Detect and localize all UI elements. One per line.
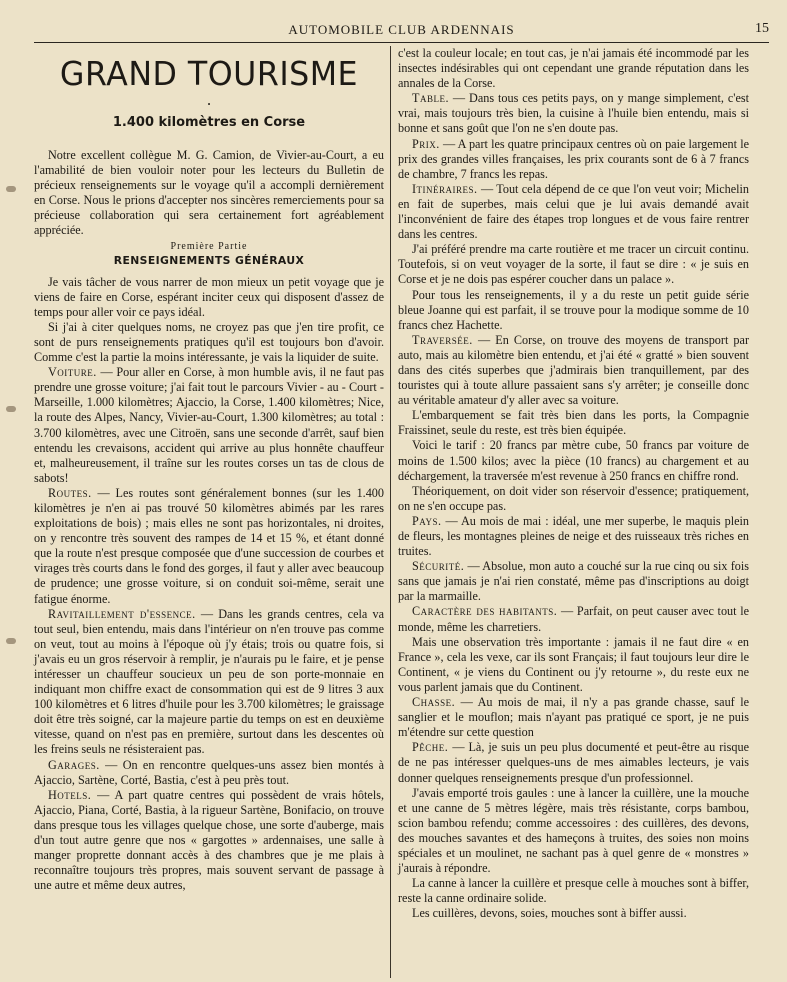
left-column	[34, 46, 384, 893]
paragraph-text: — Parfait, on peut causer avec tout le monde, même les charretiers.	[398, 604, 750, 634]
paragraph-text: — Au mois de mai, il n'y a pas grande chasse, sauf le sanglier et le mouflon; mais n'ayant pas pratiqué ce sport, je ne puis m'étendre sur cette question	[398, 695, 749, 740]
paragraph-text: — Là, je suis un peu plus documenté et peut-être au risque de ne pas intéresser quelques-uns de mes aimables lecteurs, je vais donner quelques renseignements presque d'un professionnel.	[398, 740, 749, 785]
right-column	[398, 46, 749, 921]
paragraph-text: J'avais emporté trois gaules : une à lancer la cuillère, une la mouche et une canne de 5 mètres légère, mais très résistante, corps bambou, scion bambou refendu; comme accessoires : des cuillères, des devons, des mouches savantes et des hameçons à truites, des soies non moins spéciales et un moulinet, ne sachant pas à quel genre de « monstres » j'aurais à répondre.	[398, 785, 749, 876]
paragraph-text: Je vais tâcher de vous narrer de mon mieux un petit voyage que je viens de faire en Corse, espérant inciter ceux qui disposent d'assez de temps pour aller voir ce pays idéal.	[34, 274, 384, 319]
body-paragraph	[398, 484, 749, 514]
paragraph-keyword: Ravitaillement d'essence.	[48, 606, 196, 621]
column-divider	[390, 46, 391, 978]
paragraph-keyword: Itinéraires.	[412, 181, 478, 196]
body-paragraph	[398, 91, 749, 136]
body-paragraph	[398, 182, 749, 242]
paragraph-keyword: Pays.	[412, 513, 442, 528]
paragraph-text: Si j'ai à citer quelques noms, ne croyez pas que j'en tire profit, ce sont de purs renseignements pratiques qu'il est toujours bon d'avoir. Comme c'est la partie la moins intéressante, je vais la liquider de suite.	[34, 319, 384, 365]
paragraph-keyword: Voiture.	[48, 365, 97, 380]
paragraph-text: — A part quatre centres qui possèdent de vrais hôtels, Ajaccio, Piana, Corté, Bastia, à la rigueur Sartène, Bonifacio, on trouve dans presque tous les villages quelque chose, une sorte d'auberge, mais d'un tout autre genre que nos « gargottes » ardennaises, une salle à manger proprette donnant accès à des chambres que je me plais à reconnaître toujours très propres, mais souvent servant de passage à une autre et même deux autres,	[34, 787, 384, 893]
left-column-body	[34, 275, 384, 894]
body-paragraph	[34, 486, 384, 607]
paragraph-text: — A part les quatre principaux centres où on paie largement le prix des grandes villes françaises, les prix courants sont de 6 à 7 francs de chambre, 7 francs les repas.	[398, 136, 749, 181]
paragraph-keyword: Sécurité.	[412, 559, 465, 574]
paragraph-text: La canne à lancer la cuillère et presque celle à mouches sont à biffer, reste la canne ordinaire solide.	[398, 876, 749, 906]
body-paragraph	[398, 438, 749, 483]
body-paragraph	[398, 408, 749, 438]
paragraph-text: Pour tous les renseignements, il y a du reste un petit guide série bleue Joanne qui est parfait, il se trouve pour la modique somme de 10 francs chez Hachette.	[398, 287, 749, 332]
paragraph-text: L'embarquement se fait très bien dans les ports, la Compagnie Fraissinet, seule du reste, est très bien équipée.	[398, 408, 749, 438]
article-title: GRAND TOURISME	[59, 54, 359, 93]
paragraph-keyword: Prix.	[412, 136, 440, 151]
body-paragraph	[34, 607, 384, 758]
section-heading: RENSEIGNEMENTS GÉNÉRAUX	[113, 253, 305, 267]
body-paragraph	[398, 333, 749, 408]
paragraph-text: Théoriquement, on doit vider son réservoir d'essence; pratiquement, on ne s'en occupe pas.	[398, 483, 749, 513]
paragraph-text: — Les routes sont généralement bonnes (sur les 1.400 kilomètres je n'en ai pas trouvé 50 kilomètres abimés par les rares exploitations de bois) ; mais elles ne sont pas horizontales, ni droites, on y rencontre très souvent des rampes de 14 et 15 %, et étant donné que la route n'est presque composée que d'une succession de courbes et virages très courts dans le fond des gorges, il faut y aller avec beaucoup de prudence; une grosse voiture, si on conduit soi-même, serait une fatigue énorme.	[34, 485, 384, 606]
body-paragraph	[34, 275, 384, 320]
body-paragraph	[398, 695, 749, 740]
paragraph-text: — Dans les grands centres, cela va tout seul, bien entendu, mais dans l'intérieur on n'en trouve pas comme on veut, tout au moins à l'époque où j'y étais; trois ou quatre fois, si j'avais eu un gros réservoir à remplir, je n'aurais pu le faire, et je pense intéresser un chauffeur soucieux un peu de son porte-monnaie en indiquant mon chiffre exact de consommation qui est de 9 litres 3 aux 100 kilomètres et 6 litres d'huile pour les 3.700 kilomètres; le graissage doit être très soigné, car la majeure partie du temps on est en deuxième vitesse, quand on n'est pas en première, surtout dans les descentes où les freins seuls ne résisteraient pas.	[34, 606, 384, 757]
body-paragraph	[34, 320, 384, 365]
body-paragraph	[398, 137, 749, 182]
right-column-body	[398, 46, 749, 921]
running-header	[34, 20, 769, 43]
body-paragraph	[398, 559, 749, 604]
intro-paragraph: Notre excellent collègue M. G. Camion, de Vivier-au-Court, a eu l'amabilité de bien vouloir noter pour les lecteurs du Bulletin de précieux renseignements sur le voyage qu'il a accompli dernièrement en Corse. Nous le prions d'accepter nos sincères remerciements pour sa précieuse collaboration qui sera certainement fort agréablement appréciée.	[34, 148, 384, 238]
body-paragraph	[398, 288, 749, 333]
paragraph-keyword: Chasse.	[412, 695, 456, 710]
paragraph-keyword: Caractère des habitants.	[412, 604, 558, 619]
paragraph-text: Mais une observation très importante : jamais il ne faut dire « en France », cela les vexe, car ils sont Français; il faut toujours leur dire le Continent, « je viens du Continent ou j'y retourne », du reste eux ne vous parlent jamais que du Continent.	[398, 634, 749, 694]
body-paragraph	[398, 635, 749, 695]
body-paragraph	[398, 514, 749, 559]
paragraph-keyword: Routes.	[48, 485, 92, 500]
title-ornament: •	[207, 100, 211, 109]
paragraph-text: — Dans tous ces petits pays, on y mange simplement, c'est vrai, mais toujours très bien, la cuisine à l'huile bien entendu, mais si bonne et sans goût que l'on ne s'en doute pas.	[398, 91, 749, 136]
body-paragraph	[34, 788, 384, 894]
paragraph-text: Les cuillères, devons, soies, mouches sont à biffer aussi.	[412, 906, 687, 921]
body-paragraph	[398, 786, 749, 877]
paragraph-text: J'ai préféré prendre ma carte routière et me tracer un circuit continu. Toutefois, si on veut voyager de la sorte, il faut se dire : « je suis en Corse et je ne dois pas espérer coucher dans un palace ».	[398, 242, 749, 287]
paragraph-text: — En Corse, on trouve des moyens de transport par auto, mais au kilomètre bien entendu, et j'ai été « gratté » bien souvent dans des cités superbes que j'admirais bien tranquillement, par des touristes qui à toute allure passaient sans s'y arrêter; je conseille donc au véritable amateur d'y aller avec sa voiture.	[398, 332, 749, 408]
body-paragraph	[398, 604, 749, 634]
paragraph-keyword: Hotels.	[48, 787, 92, 802]
body-paragraph	[34, 365, 384, 486]
paragraph-keyword: Garages.	[48, 757, 100, 772]
paragraph-text: — Au mois de mai : idéal, une mer superbe, le maquis plein de fleurs, les montagnes pleines de neige et des ruisseaux très riches en truites.	[398, 513, 749, 559]
body-paragraph	[398, 46, 749, 91]
body-paragraph	[398, 242, 749, 287]
paragraph-keyword: Table.	[412, 91, 449, 106]
paragraph-text: — Pour aller en Corse, à mon humble avis, il ne faut pas prendre une grosse voiture; j'ai fait tout le parcours Vivier - au - Court - Marseille, 1.000 kilomètres; Ajaccio, la Corse, 1.400 kilomètres; Nice, la route des Alpes, Nancy, Vivier-au-Court, 1.300 kilomètres; au total : 3.700 kilomètres, avec une Citroën, sans une seconde d'arrêt, sauf bien entendu les crevaisons, accident qui arrive au plus honnête chauffeur et, malheureusement, il traîne sur les routes corses un tas de clous de sabots!	[34, 365, 384, 485]
article-subtitle: 1.400 kilomètres en Corse	[112, 115, 306, 130]
running-title: AUTOMOBILE CLUB ARDENNAIS	[288, 22, 515, 37]
paragraph-keyword: Pêche.	[412, 740, 449, 755]
page-number: 15	[755, 21, 769, 36]
paragraph-text: — Tout cela dépend de ce que l'on veut voir; Michelin en fait de superbes, mais celui que je lui avais demandé avait l'inconvénient de faire des étapes trop longues et de vous faire rentrer dans les centres.	[398, 181, 749, 242]
paragraph-text: Voici le tarif : 20 francs par mètre cube, 50 francs par voiture de moins de 1.500 kilos; avec la pièce (10 francs) au chargement et au déchargement, la traversée m'est revenue à 250 francs en chiffre rond.	[398, 438, 749, 483]
part-label: Première Partie	[170, 240, 248, 252]
paragraph-text: — On en rencontre quelques-uns assez bien montés à Ajaccio, Sartène, Corté, Bastia, c'est à peu près tout.	[34, 757, 384, 787]
body-paragraph	[398, 906, 749, 921]
body-paragraph	[34, 758, 384, 788]
binding-hole-mark	[6, 638, 16, 644]
body-paragraph	[398, 876, 749, 906]
binding-hole-mark	[6, 406, 16, 412]
paragraph-keyword: Traversée.	[412, 332, 473, 347]
binding-hole-mark	[6, 186, 16, 192]
paragraph-text: c'est la couleur locale; en tout cas, je n'ai jamais été incommodé par les insectes indésirables qui ont cependant une grande réputation dans les annales de la Corse.	[398, 46, 749, 91]
paragraph-text: — Absolue, mon auto a couché sur la rue cinq ou six fois sans que jamais je n'ai rien constaté, même pas d'inscriptions au doigt par la marmaille.	[398, 559, 749, 604]
body-paragraph	[398, 740, 749, 785]
